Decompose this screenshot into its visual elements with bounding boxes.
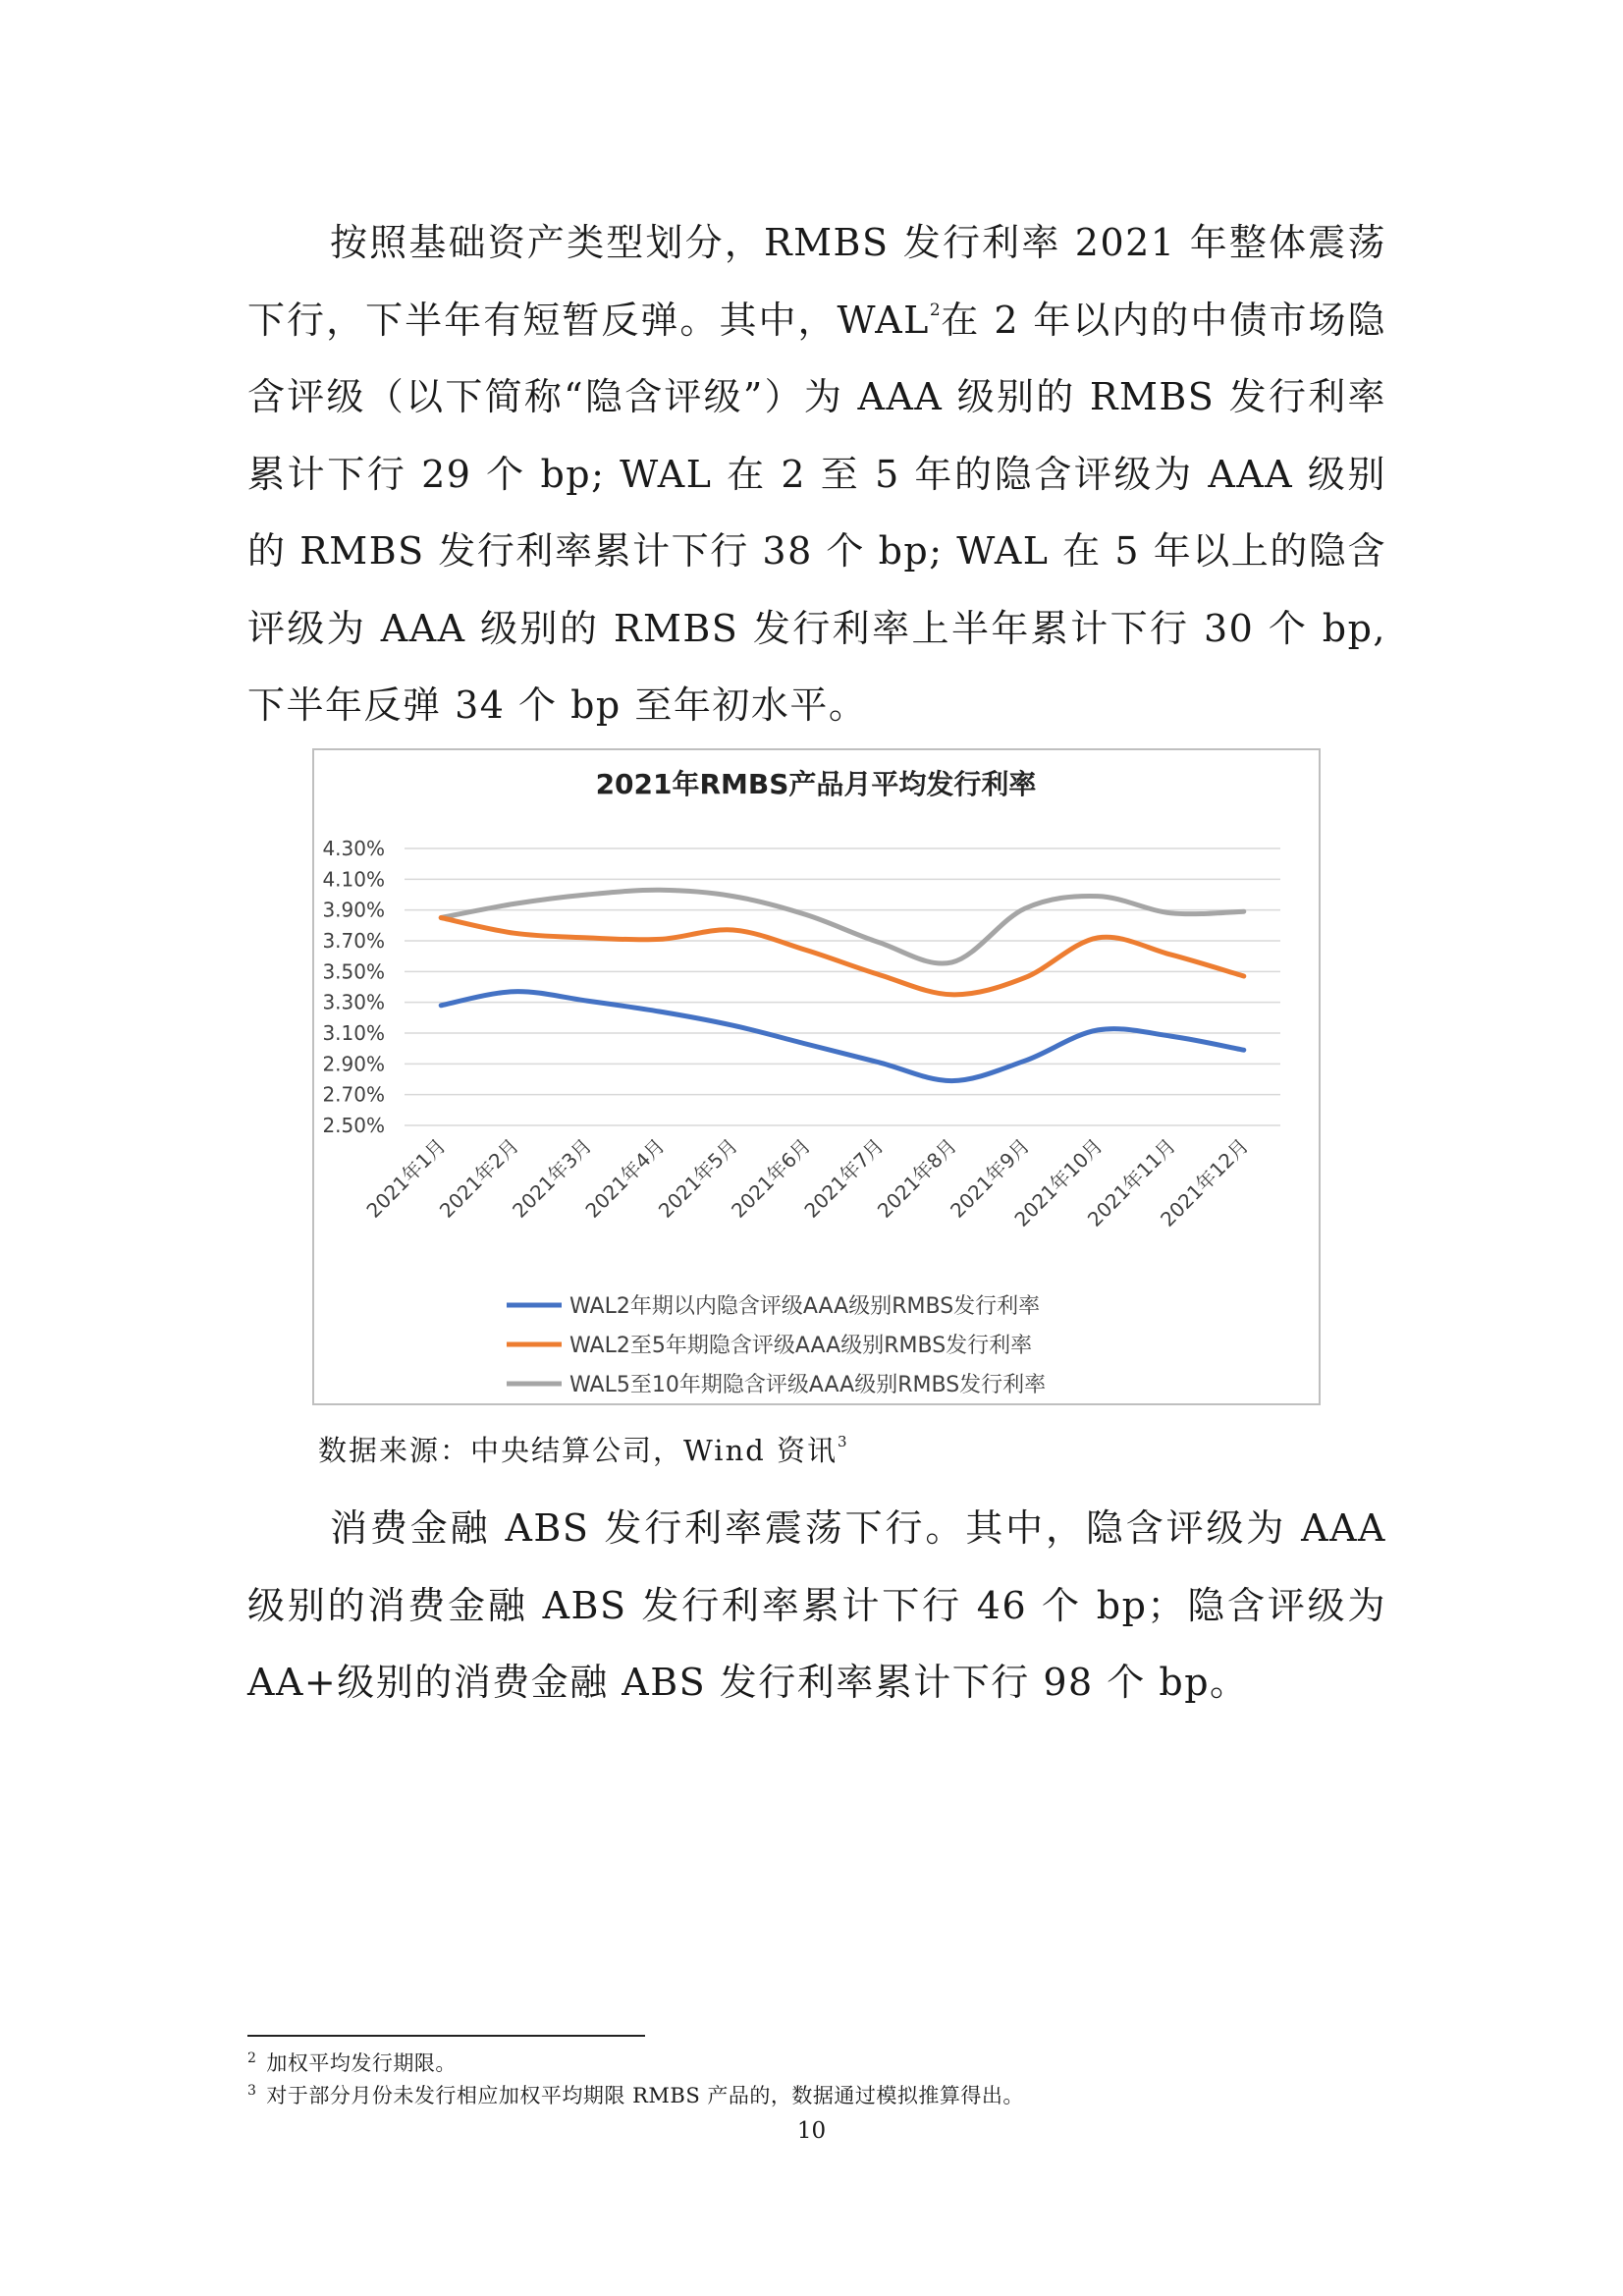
y-tick-label: 3.50% [322, 959, 385, 984]
x-tick-label: 2021年10月 [1009, 1133, 1108, 1231]
x-tick-label: 2021年9月 [946, 1133, 1035, 1223]
chart-canvas [314, 750, 1319, 1403]
y-tick-label: 2.50% [322, 1114, 385, 1137]
body-paragraph-2: 消费金融 ABS 发行利率震荡下行。其中，隐含评级为 AAA 级别的消费金融 ABS 发行利率累计下行 46 个 bp；隐含评级为 AA+级别的消费金融 ABS 发行利率累计下行 98 个 bp。 [247, 1506, 1386, 1704]
x-tick-label: 2021年2月 [434, 1133, 524, 1223]
data-source-note [318, 1429, 849, 1469]
footnote-divider [247, 2035, 645, 2037]
para1-part2: 在 2 年以内的中债市场隐含评级（以下简称“隐含评级”）为 AAA 级别的 RMBS 发行利率累计下行 29 个 bp; WAL 在 2 至 5 年的隐含评级为 AAA 级别的 RMBS 发行利率累计下行 38 个 bp; WAL 在 5 年以上的隐含评级为 AAA 级别的 RMBS 发行利率上半年累计下行 30 个 bp,下半年反弹 34 个 bp 至年初水平。 [247, 298, 1386, 727]
legend-label-2: WAL2至5年期隐含评级AAA级别RMBS发行利率 [569, 1334, 1033, 1358]
y-tick-label: 4.10% [322, 867, 385, 892]
x-tick-label: 2021年7月 [799, 1133, 889, 1223]
legend-label-3: WAL5至10年期隐含评级AAA级别RMBS发行利率 [569, 1373, 1047, 1397]
footnote-ref-3: 3 [838, 1433, 849, 1450]
footnote-2 [247, 2048, 457, 2077]
x-tick-label: 2021年4月 [580, 1133, 670, 1223]
y-tick-label: 3.10% [322, 1021, 385, 1045]
footnote-ref-2: 2 [929, 300, 941, 320]
x-tick-label: 2021年6月 [727, 1133, 816, 1223]
chart-title: 2021年RMBS产品月平均发行利率 [595, 768, 1037, 800]
footnote-text: 对于部分月份未发行相应加权平均期限 RMBS 产品的，数据通过模拟推算得出。 [266, 2084, 1024, 2107]
y-tick-label: 4.30% [322, 837, 385, 860]
y-tick-label: 3.70% [322, 929, 385, 953]
x-tick-label: 2021年1月 [361, 1133, 451, 1223]
page-number: 10 [796, 2118, 827, 2144]
y-tick-label: 2.70% [322, 1082, 385, 1107]
x-tick-label: 2021年11月 [1082, 1133, 1181, 1231]
body-paragraph-1 [247, 204, 1386, 744]
x-tick-label: 2021年12月 [1156, 1133, 1254, 1231]
footnote-3 [247, 2080, 1024, 2109]
para1-part1: 按照基础资产类型划分，RMBS 发行利率 2021 年整体震荡下行，下半年有短暂反弹。其中，WAL [247, 221, 1386, 342]
footnote-mark: 2 [247, 2050, 257, 2066]
y-tick-label: 2.90% [322, 1052, 385, 1076]
footnote-text: 加权平均发行期限。 [266, 2051, 457, 2075]
y-tick-label: 3.30% [322, 990, 385, 1014]
legend-label-1: WAL2年期以内隐含评级AAA级别RMBS发行利率 [569, 1294, 1041, 1319]
y-tick-label: 3.90% [322, 898, 385, 922]
series-line-1 [441, 992, 1244, 1081]
x-tick-label: 2021年3月 [508, 1133, 597, 1223]
source-text: 数据来源：中央结算公司，Wind 资讯 [318, 1434, 839, 1467]
rmbs-rate-chart [312, 748, 1321, 1405]
x-tick-label: 2021年5月 [653, 1133, 743, 1223]
series-line-3 [441, 890, 1244, 963]
x-tick-label: 2021年8月 [872, 1133, 962, 1223]
footnote-mark: 3 [247, 2083, 257, 2099]
